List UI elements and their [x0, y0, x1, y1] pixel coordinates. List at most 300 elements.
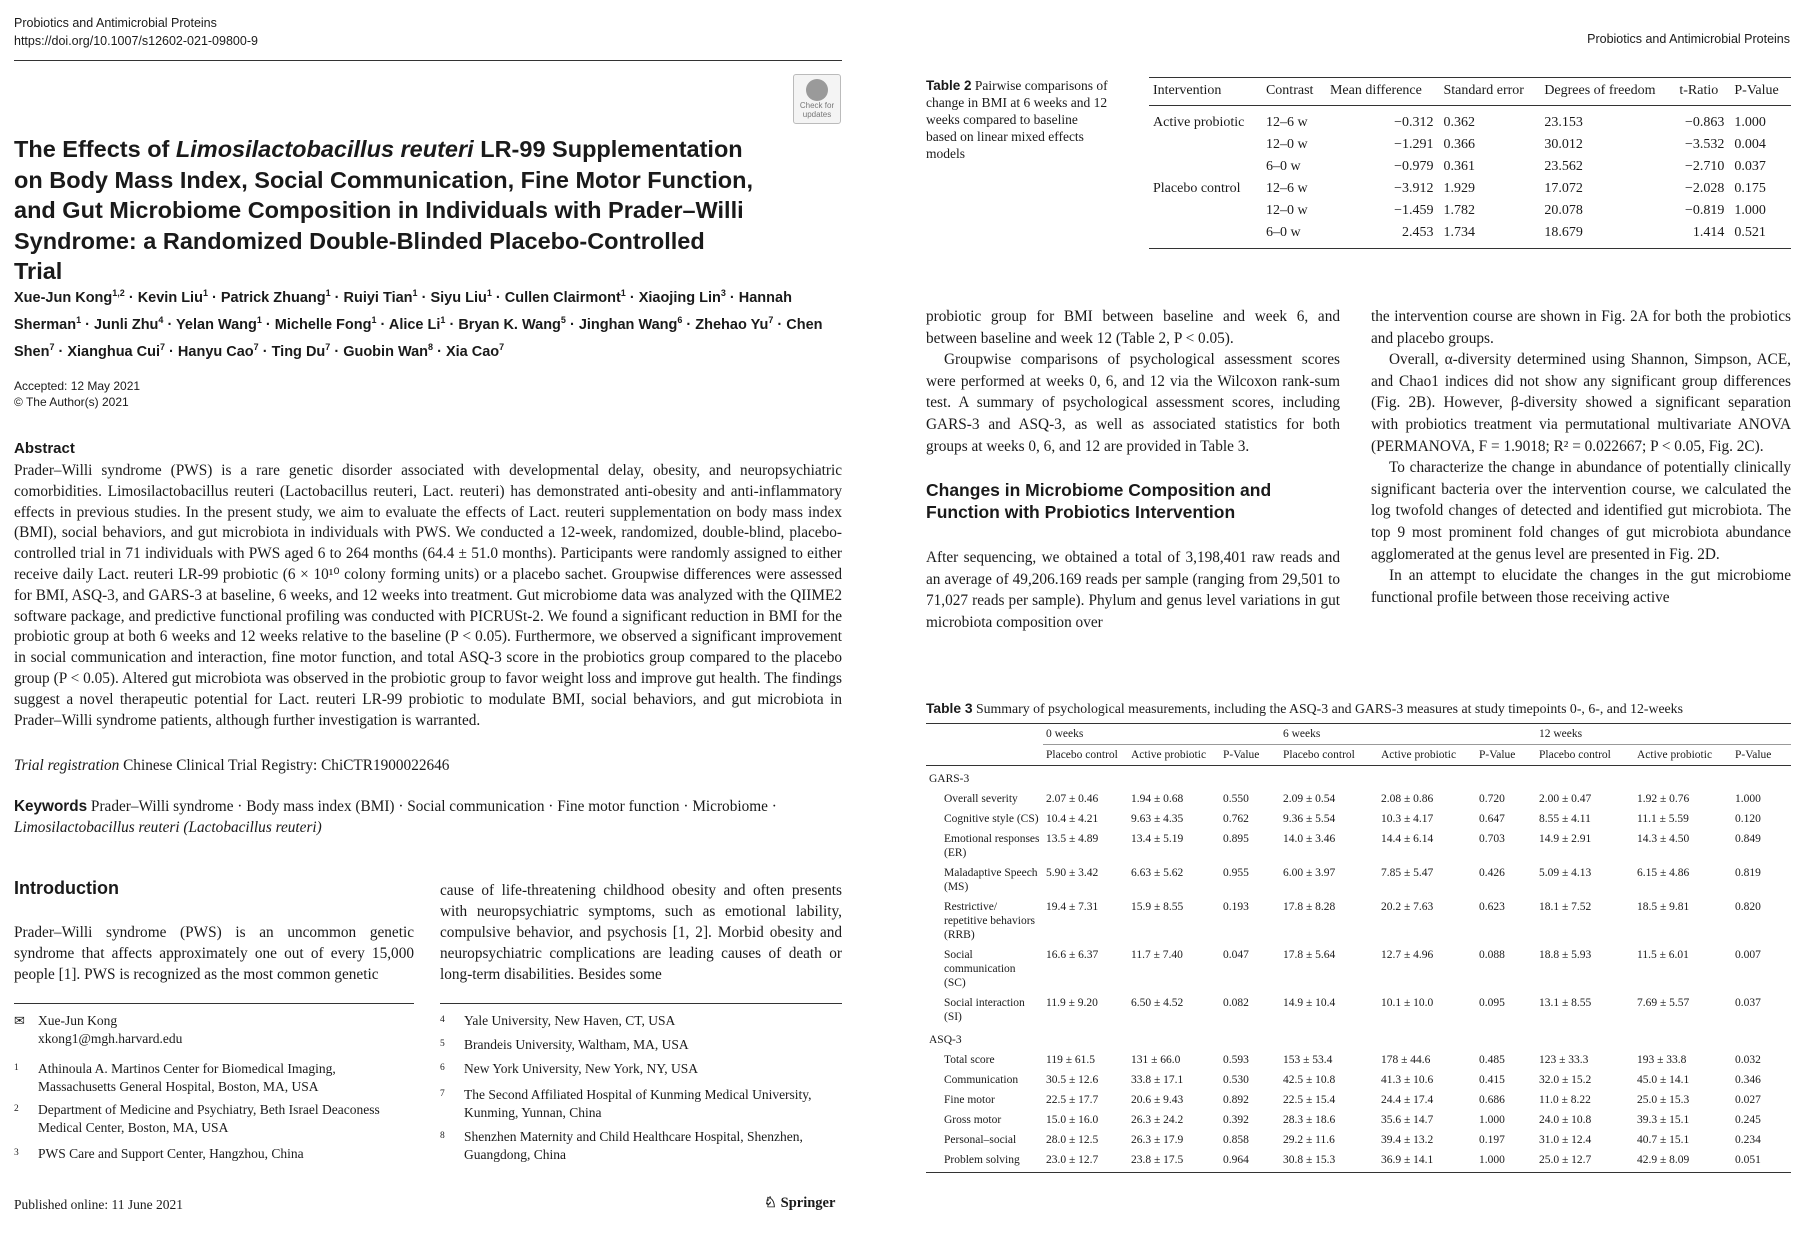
table-cell: 14.0 ± 3.46: [1283, 833, 1336, 845]
table-cell: 0.193: [1223, 901, 1249, 913]
table-cell: 13.4 ± 5.19: [1131, 833, 1184, 845]
table-corner-cell: [926, 724, 1043, 745]
table-cell: 23.8 ± 17.5: [1128, 1150, 1220, 1173]
table-cell: 14.9 ± 2.91: [1539, 833, 1592, 845]
body-column-left: [926, 306, 1340, 634]
table-row: [1149, 178, 1791, 200]
published-online: Published online: 11 June 2021: [14, 1197, 183, 1212]
table-cell: 40.7 ± 15.1: [1637, 1134, 1690, 1146]
title-italic-species: Limosilactobacillus reuteri: [175, 136, 474, 162]
table-cell: 2.00 ± 0.47: [1539, 793, 1592, 805]
table-row: [926, 993, 1791, 1027]
table-cell: 33.8 ± 17.1: [1131, 1074, 1184, 1086]
author-affiliation-sup: 8: [428, 341, 434, 352]
copyright: © The Author(s) 2021: [14, 395, 129, 409]
author-affiliation-sup: 1: [371, 314, 377, 325]
table-cell: 153 ± 53.4: [1283, 1054, 1333, 1066]
table-cell: 0.415: [1479, 1074, 1505, 1086]
table-cell: 7.69 ± 5.57: [1637, 997, 1690, 1009]
table-cell: −2.710: [1684, 159, 1725, 174]
author-name[interactable]: Michelle Fong: [274, 316, 372, 333]
paragraph: To characterize the change in abundance of potentially clinically significant bacteria over the intervention course, we calculated the log twofold changes of detected and identified gut microbiota. The top 9 most prominent fold changes of gut microbiota abundance agglomerated at the genus level are presented in Fig. 2D.: [1371, 459, 1791, 563]
author-affiliation-sup: 1: [440, 314, 446, 325]
author-name[interactable]: Alice Li: [388, 316, 441, 333]
table-cell: 0.361: [1443, 159, 1475, 174]
table-cell: 42.5 ± 10.8: [1283, 1074, 1336, 1086]
table-cell: 0.088: [1479, 949, 1505, 961]
table-cell: −0.312: [1394, 115, 1434, 130]
affiliation: 3 PWS Care and Support Center, Hangzhou, China: [14, 1146, 304, 1161]
author-name[interactable]: Xiaojing Lin: [638, 289, 721, 306]
table-cell: 1.94 ± 0.68: [1131, 793, 1184, 805]
accepted-date: Accepted: 12 May 2021: [14, 379, 141, 393]
table-2: [1149, 77, 1791, 249]
table-cell: 36.9 ± 14.1: [1378, 1150, 1476, 1173]
table-3: [926, 723, 1791, 1173]
table-cell: 10.1 ± 10.0: [1381, 997, 1434, 1009]
table-cell: 0.037: [1734, 159, 1766, 174]
affiliation: 8 Shenzhen Maternity and Child Healthcare Hospital, Shenzhen, Guangdong, China: [440, 1129, 803, 1162]
abstract-text: Prader–Willi syndrome (PWS) is a rare genetic disorder associated with developmental delay, obesity, and neuropsychiatric comorbidities. Limosilactobacillus reuteri (Lactobacillus reuteri, Lact. reuteri) has demonstrated anti-obesity and anti-inflammatory effects in previous studies. In the present study, we aim to evaluate the effects of Lact. reuteri supplementation on body mass index (BMI), social behaviors, and gut microbiota in individuals with PWS. We conducted a 12-week, randomized, double-blind, placebo-controlled trial in 71 individuals with PWS aged 6 to 264 months (64.4 ± 51.0 months). Participants were randomly assigned to either receive daily Lact. reuteri LR-99 probiotic (6 × 10¹⁰ colony forming units) or a placebo sachet. Groupwise differences were assessed for BMI, ASQ-3, and GARS-3 at baseline, 6 weeks, and 12 weeks into treatment. Gut microbiome data was analyzed with the QIIME2 software package, and predictive functional profiling was conducted with PICRUSt-2. We found a significant reduction in BMI for the probiotic group at both 6 weeks and 12 weeks relative to the baseline (P < 0.05). Furthermore, we observed a significant improvement in social communication and interaction, fine motor function, and total ASQ-3 score in the probiotics group compared to the placebo group (P < 0.05). Altered gut microbiota was observed in the probiotic group to favor weight loss and improve gut health. The findings suggest a novel therapeutic potential for Lact. reuteri LR-99 probiotic to modulate BMI, social behaviors, and gut microbiota in Prader–Willi syndrome patients, although further investigation is warranted.: [14, 462, 842, 729]
author-name[interactable]: Yelan Wang: [176, 316, 257, 333]
table-cell: 6.63 ± 5.62: [1131, 867, 1184, 879]
body-column-right: [1371, 306, 1791, 608]
table-cell: 26.3 ± 17.9: [1131, 1134, 1184, 1146]
author-affiliation-sup: 3: [720, 288, 726, 298]
article-title: The Effects of Limosilactobacillus reuteri LR-99 Supplementation on Body Mass Index, Social Communication, Fine Motor Function, and Gut Microbiome Composition in Individuals with Prader–Willi Syndrome: a Randomized Double-Blinded Placebo-Controlled Trial: [14, 136, 753, 284]
table-row: [926, 897, 1791, 945]
table-header-cell: Placebo control: [1539, 749, 1611, 761]
table-cell: 1.000: [1479, 1114, 1505, 1126]
author-affiliation-sup: 7: [253, 341, 259, 352]
table-cell: 0.234: [1735, 1134, 1761, 1146]
table-cell: 8.55 ± 4.11: [1539, 813, 1591, 825]
table-cell: 11.5 ± 6.01: [1637, 949, 1689, 961]
table-cell: 26.3 ± 24.2: [1131, 1114, 1184, 1126]
author-affiliation-sup: 6: [677, 314, 683, 325]
table-header-cell: Mean difference: [1329, 83, 1422, 98]
paragraph: probiotic group for BMI between baseline and week 6, and between baseline and week 12 (Table 2, P < 0.05).: [926, 308, 1340, 347]
table-row: [926, 829, 1791, 863]
table-cell: 131 ± 66.0: [1131, 1054, 1181, 1066]
journal-name: Probiotics and Antimicrobial Proteins: [14, 16, 217, 30]
table-cell: [1149, 134, 1262, 156]
author-name[interactable]: Hannah Sherman: [14, 289, 792, 333]
affiliation: 5 Brandeis University, Waltham, MA, USA: [440, 1037, 689, 1052]
table-cell: 18.1 ± 7.52: [1539, 901, 1592, 913]
table-cell: 0.762: [1223, 813, 1249, 825]
table-row: [926, 1150, 1791, 1173]
author-name[interactable]: Ting Du: [271, 343, 326, 360]
table-cell: 0.849: [1735, 833, 1761, 845]
table-cell: 23.0 ± 12.7: [1043, 1150, 1128, 1173]
table-cell: 22.5 ± 15.4: [1283, 1094, 1336, 1106]
corresponding-author: [14, 1012, 414, 1047]
author-affiliation-sup: 1: [620, 288, 626, 298]
table-cell: 25.0 ± 15.3: [1637, 1094, 1690, 1106]
intro-text-right: cause of life-threatening childhood obesity and often presents with neuropsychiatric symptoms, such as emotional lability, compulsive behavior, and psychosis [1, 2]. Morbid obesity and neuropsychiatric complications are leading causes of death or long-term disabilities. Besides some: [440, 882, 842, 983]
table-cell: 13.1 ± 8.55: [1539, 997, 1592, 1009]
journal-header: [14, 14, 258, 50]
author-name[interactable]: Patrick Zhuang: [220, 289, 326, 306]
table-cell: 123 ± 33.3: [1539, 1054, 1589, 1066]
author-name[interactable]: Bryan K. Wang: [458, 316, 561, 333]
table-cell: 0.485: [1479, 1054, 1505, 1066]
table-cell: 0.819: [1735, 867, 1761, 879]
table-cell: 5.90 ± 3.42: [1046, 867, 1099, 879]
table-cell: 6.15 ± 4.86: [1637, 867, 1690, 879]
table-header-cell: Placebo control: [1283, 749, 1355, 761]
table-cell: −0.819: [1684, 203, 1725, 218]
table-cell: 17.8 ± 5.64: [1283, 949, 1336, 961]
table-row: [1149, 106, 1791, 135]
author-name[interactable]: Xia Cao: [445, 343, 500, 360]
table-cell: 0.686: [1479, 1094, 1505, 1106]
table-row: [926, 1110, 1791, 1130]
paragraph: In an attempt to elucidate the changes in the gut microbiome functional profile between those receiving active: [1371, 567, 1791, 606]
table-group-row: [926, 1027, 1791, 1050]
affiliation: 7 The Second Affiliated Hospital of Kunming Medical University, Kunming, Yunnan, China: [440, 1087, 812, 1120]
table-header-cell: Contrast: [1265, 83, 1314, 98]
author-affiliation-sup: 1: [486, 288, 492, 298]
table-cell: 18.679: [1544, 225, 1583, 240]
author-affiliation-sup: 7: [49, 341, 55, 352]
table-cell: 2.09 ± 0.54: [1283, 793, 1336, 805]
table-header-cell: P-Value: [1479, 749, 1516, 761]
table-cell: 14.9 ± 10.4: [1283, 997, 1336, 1009]
envelope-icon: ✉: [14, 1013, 25, 1028]
table-group-row: [926, 766, 1791, 790]
table-cell: 178 ± 44.6: [1381, 1054, 1431, 1066]
table-cell: 18.5 ± 9.81: [1637, 901, 1690, 913]
table-cell: 15.0 ± 16.0: [1046, 1114, 1099, 1126]
table-row: [926, 1070, 1791, 1090]
measure-label: Restrictive/ repetitive behaviors (RRB): [944, 901, 1036, 941]
table-header-cell: Active probiotic: [1381, 749, 1457, 761]
table-cell: 0.007: [1735, 949, 1761, 961]
table-cell: 0.703: [1479, 833, 1505, 845]
table-cell: 23.153: [1544, 115, 1583, 130]
table-cell: 0.820: [1735, 901, 1761, 913]
table-cell: 0.521: [1734, 225, 1766, 240]
table-cell: 9.36 ± 5.54: [1283, 813, 1336, 825]
table-cell: 5.09 ± 4.13: [1539, 867, 1592, 879]
table-cell: [1149, 200, 1262, 222]
table-cell: 0.623: [1479, 901, 1505, 913]
table-cell: 41.3 ± 10.6: [1381, 1074, 1434, 1086]
table-cell: 0.392: [1223, 1114, 1249, 1126]
table-cell: 6.00 ± 3.97: [1283, 867, 1336, 879]
check-updates-line2: updates: [802, 110, 832, 119]
table-cell: 1.92 ± 0.76: [1637, 793, 1690, 805]
author-name[interactable]: Kevin Liu: [137, 289, 203, 306]
paragraph: After sequencing, we obtained a total of 3,198,401 raw reads and an average of 49,206.169 reads per sample (ranging from 29,501 to 71,027 reads per sample). Phylum and genus level variations in gut microbiota composition over: [926, 549, 1340, 631]
table-cell: 17.072: [1544, 181, 1583, 196]
table-cell: 31.0 ± 12.4: [1539, 1134, 1592, 1146]
table-cell: 6–0 w: [1265, 159, 1301, 174]
measure-label: Overall severity: [944, 793, 1018, 805]
author-name[interactable]: Guobin Wan: [343, 343, 429, 360]
group-label: GARS-3: [929, 773, 970, 785]
table-cell: 0.858: [1223, 1134, 1249, 1146]
author-name[interactable]: Cullen Clairmont: [504, 289, 621, 306]
table-cell: 0.197: [1479, 1134, 1505, 1146]
table-header-cell: Active probiotic: [1637, 749, 1713, 761]
table-cell: 0.955: [1223, 867, 1249, 879]
table-cell: 193 ± 33.8: [1637, 1054, 1687, 1066]
table-cell: 14.4 ± 6.14: [1381, 833, 1434, 845]
table-cell: 20.2 ± 7.63: [1381, 901, 1434, 913]
table-cell: −0.979: [1394, 159, 1434, 174]
table-header-cell: Degrees of freedom: [1544, 83, 1656, 98]
table-cell: 30.8 ± 15.3: [1280, 1150, 1378, 1173]
table-row: [926, 1130, 1791, 1150]
table-header-cell: Standard error: [1443, 83, 1524, 98]
measure-label: Social interaction (SI): [944, 997, 1025, 1023]
measure-label: Emotional responses (ER): [944, 833, 1040, 859]
table-cell: −0.863: [1684, 115, 1725, 130]
author-name[interactable]: Siyu Liu: [430, 289, 487, 306]
table-cell: −2.028: [1684, 181, 1725, 196]
table-row: [1149, 222, 1791, 249]
article-dates: [14, 378, 140, 410]
table-cell: 0.720: [1479, 793, 1505, 805]
introduction-heading: Introduction: [14, 878, 119, 898]
affiliation: 4 Yale University, New Haven, CT, USA: [440, 1013, 676, 1028]
table-row: [926, 863, 1791, 897]
table-cell: 25.0 ± 12.7: [1536, 1150, 1634, 1173]
author-affiliation-sup: 7: [325, 341, 331, 352]
author-affiliation-sup: 1: [202, 288, 208, 298]
author-affiliation-sup: 1: [412, 288, 418, 298]
table-cell: 12–6 w: [1265, 115, 1308, 130]
table-cell: 0.004: [1734, 137, 1766, 152]
table3-caption: Table 3 Summary of psychological measurements, including the ASQ-3 and GARS-3 measures at study timepoints 0-, 6-, and 12-weeks: [926, 701, 1683, 716]
abstract-heading: Abstract: [14, 440, 75, 457]
check-updates-icon: [806, 79, 828, 101]
table-cell: 6–0 w: [1265, 225, 1301, 240]
table-cell: 29.2 ± 11.6: [1283, 1134, 1335, 1146]
timepoint-header: 6 weeks: [1280, 724, 1536, 745]
author-affiliation-sup: 7: [160, 341, 166, 352]
table-cell: 0.027: [1735, 1094, 1761, 1106]
table-cell: 0.245: [1735, 1114, 1761, 1126]
table-cell: 28.3 ± 18.6: [1283, 1114, 1336, 1126]
table-cell: −1.291: [1394, 137, 1434, 152]
table-header-cell: t-Ratio: [1679, 83, 1719, 98]
author-affiliation-sup: 7: [768, 314, 774, 325]
table-cell: 12–0 w: [1265, 137, 1308, 152]
table-cell: 0.095: [1479, 997, 1505, 1009]
measure-label: Communication: [944, 1074, 1019, 1086]
author-name[interactable]: Junli Zhu: [93, 316, 159, 333]
table-cell: 0.047: [1223, 949, 1249, 961]
measure-label: Personal–social: [944, 1134, 1017, 1146]
table-header-row: [926, 745, 1791, 766]
corresponding-email[interactable]: xkong1@mgh.harvard.edu: [38, 1030, 183, 1046]
table-cell: 2.453: [1402, 225, 1434, 240]
table-cell: 0.964: [1220, 1150, 1280, 1173]
table-cell: 18.8 ± 5.93: [1539, 949, 1592, 961]
author-name[interactable]: Zhehao Yu: [695, 316, 769, 333]
author-affiliation-sup: 7: [499, 341, 505, 352]
table-cell: 0.366: [1443, 137, 1475, 152]
table-cell: 11.1 ± 5.59: [1637, 813, 1689, 825]
table2-caption: Table 2 Pairwise comparisons of change in BMI at 6 weeks and 12 weeks compared to baseline based on linear mixed effects models: [926, 78, 1108, 161]
table-cell: 23.562: [1544, 159, 1583, 174]
table-cell: 1.929: [1443, 181, 1475, 196]
table-cell: 0.037: [1735, 997, 1761, 1009]
affiliation: 1 Athinoula A. Martinos Center for Biomedical Imaging, Massachusetts General Hospital, Boston, MA, USA: [14, 1061, 336, 1094]
keywords: Keywords Prader–Willi syndrome · Body mass index (BMI) · Social communication · Fine motor function · Microbiome · Limosilactobacillus reuteri (Lactobacillus reuteri): [14, 798, 777, 836]
table-cell: 12.7 ± 4.96: [1381, 949, 1434, 961]
table-header-cell: Intervention: [1153, 83, 1222, 98]
table-timepoint-row: [926, 724, 1791, 745]
table-cell: [1149, 222, 1262, 249]
table-cell: 14.3 ± 4.50: [1637, 833, 1690, 845]
author-name[interactable]: Hanyu Cao: [177, 343, 254, 360]
group-label: ASQ-3: [929, 1034, 962, 1046]
corresponding-name: Xue-Jun Kong: [38, 1013, 118, 1028]
timepoint-header: 0 weeks: [1043, 724, 1280, 745]
table-cell: −1.459: [1394, 203, 1434, 218]
table-row: [926, 945, 1791, 993]
author-name[interactable]: Jinghan Wang: [578, 316, 678, 333]
table-cell: 30.5 ± 12.6: [1046, 1074, 1099, 1086]
check-for-updates-badge[interactable]: [793, 74, 841, 124]
author-name[interactable]: Chen Shen: [14, 316, 823, 360]
table-cell: 42.9 ± 8.09: [1634, 1150, 1732, 1173]
table-cell: 32.0 ± 15.2: [1539, 1074, 1592, 1086]
table-cell: 0.426: [1479, 867, 1505, 879]
table-cell: 11.7 ± 7.40: [1131, 949, 1183, 961]
table-cell: 7.85 ± 5.47: [1381, 867, 1434, 879]
measure-label: Social communication (SC): [944, 949, 1016, 989]
table-cell: 1.000: [1734, 115, 1766, 130]
paragraph: Groupwise comparisons of psychological assessment scores were performed at weeks 0, 6, and 12 via the Wilcoxon rank-sum test. A summary of psychological assessment scores, including GARS-3 and ASQ-3, as well as associated statistics for both groups at weeks 0, 6, and 12 are provided in Table 3.: [926, 351, 1340, 455]
table-cell: 22.5 ± 17.7: [1046, 1094, 1099, 1106]
table-cell: 0.530: [1223, 1074, 1249, 1086]
table-cell: 119 ± 61.5: [1046, 1054, 1096, 1066]
table-header-cell: Placebo control: [1046, 749, 1118, 761]
table-cell: 11.9 ± 9.20: [1046, 997, 1098, 1009]
table-cell: 0.362: [1443, 115, 1475, 130]
author-affiliation-sup: 1: [76, 314, 82, 325]
measure-label: Fine motor: [944, 1094, 995, 1106]
table-cell: 12–0 w: [1265, 203, 1308, 218]
table-cell: 9.63 ± 4.35: [1131, 813, 1184, 825]
measure-label: Total score: [944, 1054, 995, 1066]
table-cell: 1.734: [1443, 225, 1475, 240]
table-corner-cell: [926, 745, 1043, 766]
table-cell: 15.9 ± 8.55: [1131, 901, 1184, 913]
table-row: [926, 1050, 1791, 1070]
table-cell: 24.4 ± 17.4: [1381, 1094, 1434, 1106]
table-cell: 11.0 ± 8.22: [1539, 1094, 1591, 1106]
table-cell: 0.593: [1223, 1054, 1249, 1066]
table-cell: Active probiotic: [1153, 115, 1245, 130]
table-cell: 17.8 ± 8.28: [1283, 901, 1336, 913]
paragraph: the intervention course are shown in Fig. 2A for both the probiotics and placebo groups.: [1371, 308, 1791, 347]
table-cell: −3.532: [1684, 137, 1725, 152]
intro-text-left: Prader–Willi syndrome (PWS) is an uncommon genetic syndrome that affects approximately one out of every 15,000 people [1]. PWS is recognized as the most common genetic: [14, 924, 414, 983]
table-row: [926, 809, 1791, 829]
table-cell: 13.5 ± 4.89: [1046, 833, 1099, 845]
author-name[interactable]: Ruiyi Tian: [343, 289, 413, 306]
table-row: [1149, 156, 1791, 178]
measure-label: Maladaptive Speech (MS): [944, 867, 1038, 893]
affiliation: 2 Department of Medicine and Psychiatry, Beth Israel Deaconess Medical Center, Boston, MA, USA: [14, 1102, 380, 1135]
timepoint-header: 12 weeks: [1536, 724, 1791, 745]
table-cell: 39.4 ± 13.2: [1381, 1134, 1434, 1146]
table-cell: 12–6 w: [1265, 181, 1308, 196]
table-cell: 10.4 ± 4.21: [1046, 813, 1099, 825]
table-cell: 0.550: [1223, 793, 1249, 805]
table-cell: 0.647: [1479, 813, 1505, 825]
table-cell: 2.07 ± 0.46: [1046, 793, 1099, 805]
author-affiliation-sup: 4: [158, 314, 164, 325]
author-affiliation-sup: 5: [560, 314, 566, 325]
trial-registration: Trial registration Chinese Clinical Trial Registry: ChiCTR1900022646: [14, 757, 450, 774]
table-cell: 1.000: [1476, 1150, 1536, 1173]
footnote-rule-right: [440, 1003, 842, 1004]
affiliation: 6 New York University, New York, NY, USA: [440, 1061, 699, 1076]
table-cell: 1.414: [1692, 225, 1725, 240]
table-cell: [1149, 156, 1262, 178]
table-row: [926, 1090, 1791, 1110]
table-cell: 19.4 ± 7.31: [1046, 901, 1099, 913]
doi-link[interactable]: https://doi.org/10.1007/s12602-021-09800-9: [14, 34, 258, 48]
measure-label: Cognitive style (CS): [944, 813, 1039, 825]
table-cell: 0.032: [1735, 1054, 1761, 1066]
table-cell: 10.3 ± 4.17: [1381, 813, 1434, 825]
table-cell: 0.082: [1223, 997, 1249, 1009]
table-header-cell: P-Value: [1734, 83, 1779, 98]
author-affiliation-sup: 1: [256, 314, 262, 325]
table-header-row: [1149, 78, 1791, 106]
section-heading: Changes in Microbiome Composition and Function with Probiotics Intervention: [926, 480, 1272, 523]
left-page: [0, 0, 860, 1241]
table-cell: 0.895: [1223, 833, 1249, 845]
author-name[interactable]: Xue-Jun Kong: [14, 289, 113, 306]
author-name[interactable]: Xianghua Cui: [67, 343, 161, 360]
table-cell: Placebo control: [1153, 181, 1241, 196]
publisher-logo: ♘ Springer: [764, 1195, 836, 1211]
table-header-cell: P-Value: [1223, 749, 1260, 761]
measure-label: Problem solving: [926, 1150, 1043, 1173]
table-cell: 0.346: [1735, 1074, 1761, 1086]
table-row: [1149, 134, 1791, 156]
table-cell: 16.6 ± 6.37: [1046, 949, 1099, 961]
table-cell: 6.50 ± 4.52: [1131, 997, 1184, 1009]
table-cell: 0.175: [1734, 181, 1766, 196]
table-cell: 0.892: [1223, 1094, 1249, 1106]
table-cell: 39.3 ± 15.1: [1637, 1114, 1690, 1126]
header-rule: [14, 60, 842, 61]
table-cell: −3.912: [1394, 181, 1434, 196]
footnote-rule-left: [14, 1003, 414, 1004]
table-cell: 1.000: [1734, 203, 1766, 218]
table-cell: 45.0 ± 14.1: [1637, 1074, 1690, 1086]
table-cell: 0.120: [1735, 813, 1761, 825]
table-cell: 20.6 ± 9.43: [1131, 1094, 1184, 1106]
running-head: Probiotics and Antimicrobial Proteins: [1587, 32, 1790, 46]
paragraph: Overall, α-diversity determined using Shannon, Simpson, ACE, and Chao1 indices did not show any significant group differences (Fig. 2B). However, β-diversity showed a significant separation with probiotics treatment via permutational multivariate ANOVA (PERMANOVA, F = 1.9018; R² = 0.022667; P < 0.05, Fig. 2C).: [1371, 351, 1791, 455]
author-list: Xue-Jun Kong$^{1,2}$ · Kevin Liu$^1$ · Patrick Zhuang$^1$ · Ruiyi Tian$^1$ · Siyu Liu$^1$ · Cullen Clairmont$^1$ · Xiaojing Lin$^3$ · Hannah Sherman$^1$ · Junli Zhu$^4$ · Yelan Wang$^1$ · Michelle Fong$^1$ · Alice $Li^1$ · Bryan K. Wang$^5$ · Jinghan Wang$^6$ · Zhehao $Yu^7$ · Chen Shen$^7$ · Xianghua Cui$^7$ · Hanyu Cao$^7$ · Ting $Du^7$ · Guobin Wan$^8$ · Xia Cao$^7$: [14, 288, 823, 360]
springer-horse-icon: ♘: [764, 1195, 781, 1211]
table-cell: 30.012: [1544, 137, 1583, 152]
table-cell: 2.08 ± 0.86: [1381, 793, 1434, 805]
